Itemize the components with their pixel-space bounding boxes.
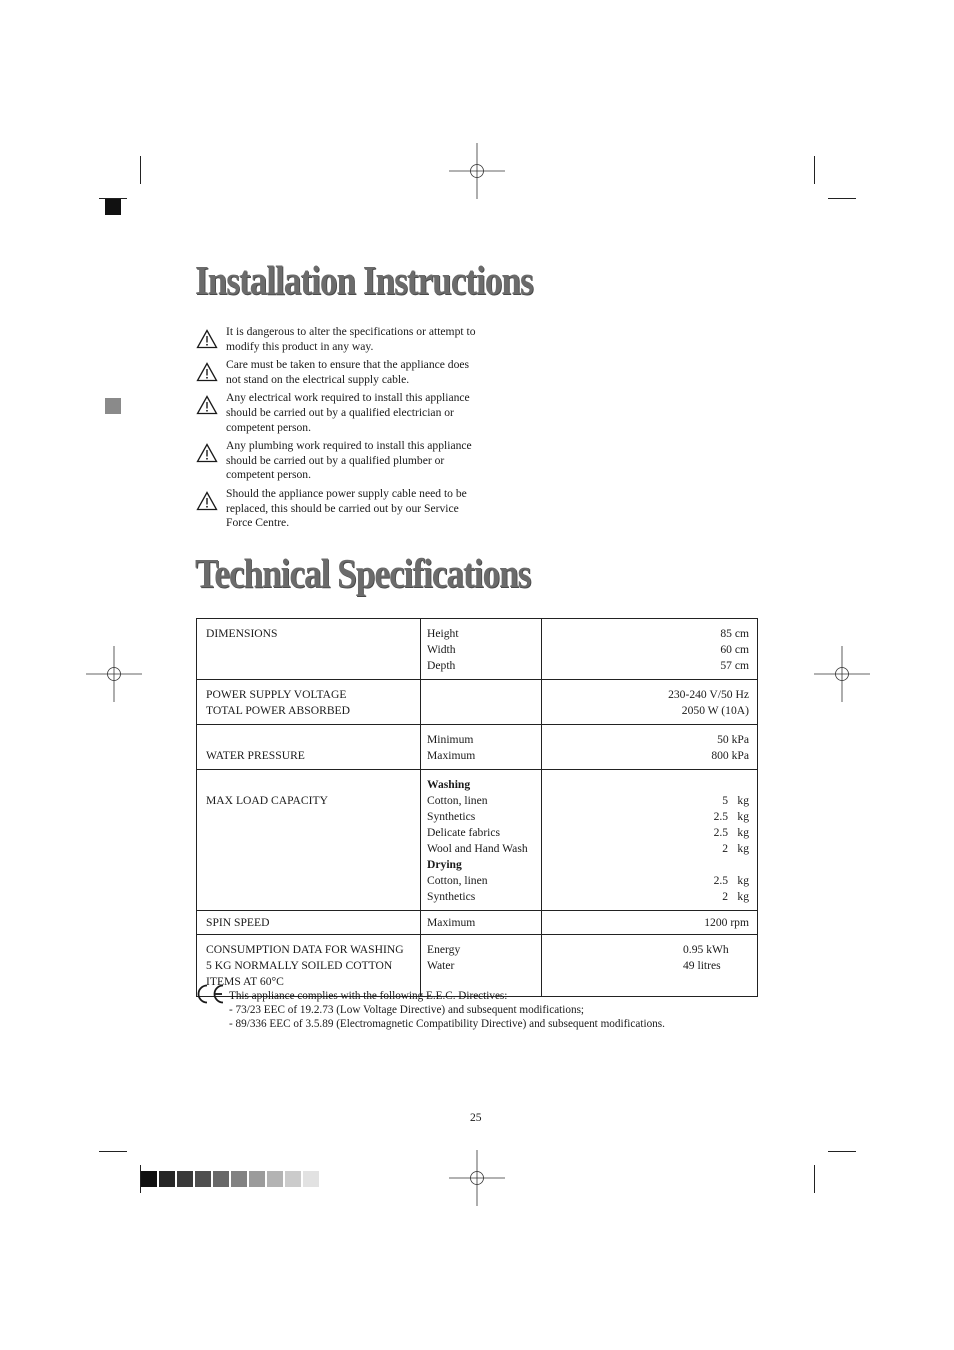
installation-heading: Installation Instructions [195, 257, 533, 303]
registration-mark-icon [814, 646, 870, 702]
warning-list [196, 325, 476, 535]
warning-triangle-icon [196, 329, 218, 349]
warning-triangle-icon [196, 362, 218, 382]
warning-text: It is dangerous to alter the specifications or attempt to modify this product in any way. [226, 325, 476, 353]
directives-intro: This appliance complies with the following E.E.C. Directives: [229, 990, 508, 1002]
crop-mark [99, 1151, 127, 1152]
spec-params: Washing Cotton, linen Synthetics Delicate fabrics Wool and Hand Wash Drying Cotton, linen Synthetics [421, 770, 542, 911]
warning-triangle-icon [196, 491, 218, 511]
warning-triangle-icon [196, 395, 218, 415]
black-marker-square [105, 199, 121, 215]
spec-label: WATER PRESSURE [197, 725, 421, 770]
warning-item [196, 325, 476, 354]
spec-label: DIMENSIONS [197, 619, 421, 680]
spec-values: 50 kPa 800 kPa [542, 725, 758, 770]
warning-text: Any plumbing work required to install this appliance should be carried out by a qualified plumber or competent person. [226, 439, 472, 482]
registration-mark-icon [449, 1150, 505, 1206]
table-row [197, 935, 758, 997]
warning-text: Care must be taken to ensure that the appliance does not stand on the electrical supply cable. [226, 358, 470, 386]
spec-values: 85 cm 60 cm 57 cm [542, 619, 758, 680]
warning-item [196, 487, 476, 531]
table-row [197, 911, 758, 935]
table-row [197, 680, 758, 725]
registration-mark-icon [86, 646, 142, 702]
spec-table [196, 618, 758, 997]
crop-mark [814, 1165, 815, 1193]
spec-params: Height Width Depth [421, 619, 542, 680]
spec-params: Energy Water [421, 935, 542, 997]
ce-mark-icon [196, 983, 226, 1005]
color-calibration-strip [141, 1171, 321, 1187]
spec-label: MAX LOAD CAPACITY [197, 770, 421, 911]
crop-mark [814, 156, 815, 184]
warning-item [196, 439, 476, 483]
crop-mark [828, 198, 856, 199]
grey-marker-square [105, 398, 121, 414]
directive-item: - 89/336 EEC of 3.5.89 (Electromagnetic Compatibility Directive) and subsequent modifications. [229, 1017, 665, 1030]
spec-values: 5 kg 2.5 kg 2.5 kg 2 kg 2.5 kg 2 kg [542, 770, 758, 911]
spec-label: SPIN SPEED [197, 911, 421, 935]
warning-text: Should the appliance power supply cable need to be replaced, this should be carried out by our Service Force Centre. [226, 486, 467, 530]
warning-text: Any electrical work required to install this appliance should be carried out by a qualified electrician or competent person. [226, 391, 470, 434]
spec-values: 230-240 V/50 Hz 2050 W (10A) [542, 680, 758, 725]
spec-params: Minimum Maximum [421, 725, 542, 770]
table-row [197, 725, 758, 770]
spec-values: 1200 rpm [542, 911, 758, 935]
spec-label: CONSUMPTION DATA FOR WASHING 5 KG NORMALLY SOILED COTTON ITEMS AT 60°C [197, 935, 421, 997]
directive-item: - 73/23 EEC of 19.2.73 (Low Voltage Directive) and subsequent modifications; [229, 1003, 585, 1016]
table-row [197, 619, 758, 680]
table-row [197, 770, 758, 911]
page-number: 25 [470, 1111, 482, 1124]
warning-item [196, 391, 476, 435]
warning-triangle-icon [196, 443, 218, 463]
technical-heading: Technical Specifications [195, 550, 531, 596]
spec-params: Maximum [421, 911, 542, 935]
crop-mark [140, 156, 141, 184]
spec-values: 0.95 kWh 49 litres [542, 935, 758, 997]
directives-block [229, 990, 665, 1031]
spec-label: POWER SUPPLY VOLTAGE TOTAL POWER ABSORBED [197, 680, 421, 725]
crop-mark [828, 1151, 856, 1152]
warning-item [196, 358, 476, 387]
spec-params [421, 680, 542, 725]
registration-mark-icon [449, 143, 505, 199]
